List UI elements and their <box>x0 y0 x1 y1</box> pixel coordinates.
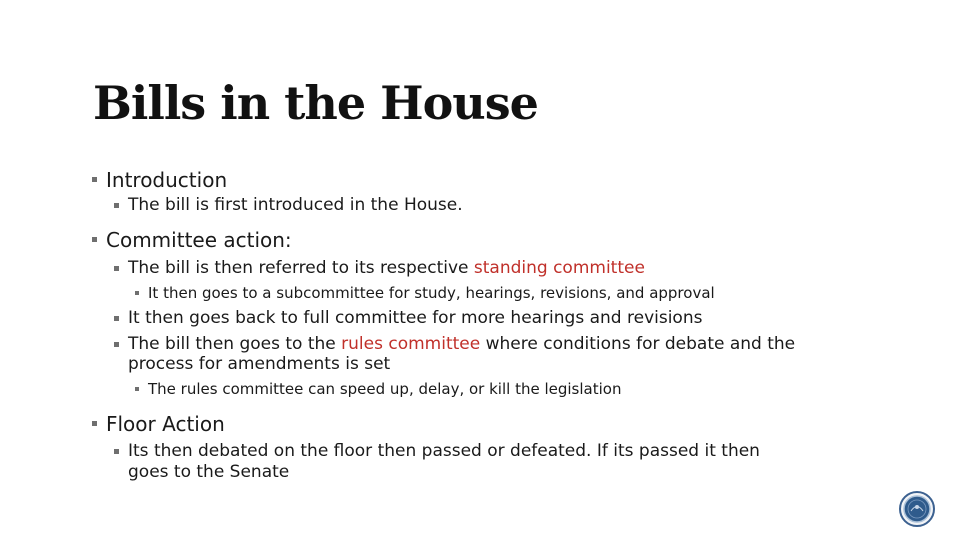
bullet-floor-action <box>92 410 912 438</box>
standing-committee-highlight: standing committee <box>473 258 645 278</box>
slide-title: Bills in the House <box>93 76 538 130</box>
bullet-rules-power <box>92 380 912 398</box>
bullet-text: The bill then goes to the <box>128 334 342 354</box>
bullet-marker <box>92 237 97 242</box>
bullet-subcommittee <box>92 284 912 302</box>
bullet-referred <box>92 258 912 278</box>
rules-committee-highlight: rules committee <box>341 334 481 354</box>
seal-icon <box>899 491 935 527</box>
bullet-introduction-detail <box>92 195 912 215</box>
bullet-marker <box>92 421 97 426</box>
bullet-text: It then goes to a subcommittee for study, hearings, revisions, and approval <box>148 284 715 302</box>
bullet-marker <box>92 177 97 182</box>
bullet-rules-committee-continued <box>92 354 912 374</box>
bullet-marker <box>114 266 119 271</box>
bullet-list <box>92 166 912 482</box>
bullet-text: where conditions for debate and the <box>480 334 796 354</box>
bullet-marker <box>114 316 119 321</box>
bullet-floor-detail <box>92 441 912 461</box>
bullet-text: Committee action: <box>106 228 292 252</box>
bullet-text: The bill is then referred to its respective <box>128 258 474 278</box>
bullet-text: Introduction <box>106 168 228 192</box>
bullet-marker <box>135 387 139 391</box>
bullet-floor-detail-continued <box>92 462 912 482</box>
bullet-introduction <box>92 166 912 194</box>
bullet-rules-committee <box>92 334 912 354</box>
bullet-text: process for amendments is set <box>128 354 391 374</box>
bullet-marker <box>114 449 119 454</box>
bullet-text: goes to the Senate <box>128 462 290 482</box>
bullet-committee-action <box>92 226 912 254</box>
bullet-text: It then goes back to full committee for more hearings and revisions <box>128 308 703 328</box>
bullet-marker <box>114 342 119 347</box>
bullet-text: The bill is first introduced in the House. <box>128 195 463 215</box>
bullet-full-committee <box>92 308 912 328</box>
bullet-text: The rules committee can speed up, delay, or kill the legislation <box>148 380 622 398</box>
bullet-text: Its then debated on the floor then passed or defeated. If its passed it then <box>128 441 760 461</box>
bullet-text: Floor Action <box>106 412 225 436</box>
bullet-marker <box>135 291 139 295</box>
bullet-marker <box>114 203 119 208</box>
